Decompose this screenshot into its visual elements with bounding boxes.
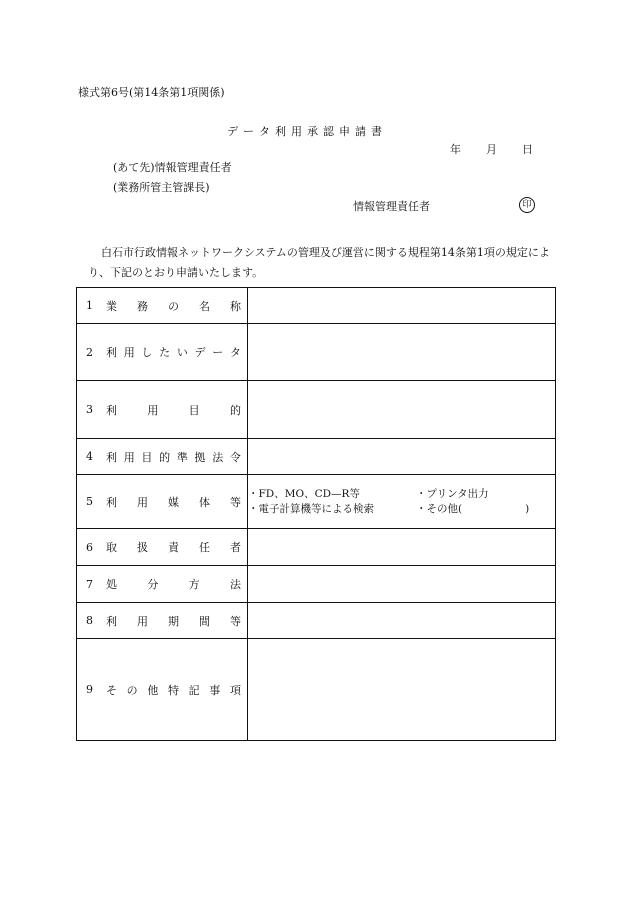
media-options [248, 475, 556, 529]
row-label-text [106, 682, 241, 698]
label-char: 目 [141, 450, 153, 464]
label-char: 用 [147, 403, 159, 417]
label-char: 分 [147, 578, 159, 591]
row-label [77, 475, 248, 529]
label-char: 名 [199, 299, 210, 313]
label-char: 事 [209, 683, 221, 697]
label-char: 用 [123, 450, 135, 464]
row-label-text [106, 539, 241, 555]
label-char: 拠 [194, 450, 206, 464]
row-label-text [106, 613, 241, 629]
label-char: 媒 [168, 495, 179, 509]
row-label [77, 288, 248, 324]
media-option-search[interactable]: ・電子計算機等による検索 [248, 502, 374, 515]
row-label [77, 566, 248, 603]
label-char: 記 [188, 683, 200, 697]
table-row [77, 639, 556, 741]
date-month: 月 [486, 143, 497, 156]
label-char: 用 [123, 346, 135, 359]
row-label-text [106, 494, 241, 510]
label-char: 等 [230, 614, 241, 628]
label-char: 業 [106, 299, 117, 313]
label-char: 扱 [137, 541, 148, 554]
label-char: 用 [137, 495, 148, 509]
label-char: タ [229, 346, 241, 359]
row-number: 4 [86, 450, 93, 463]
addressee-line-1: (あて先)情報管理責任者 [113, 161, 232, 174]
row-label [77, 603, 248, 639]
purpose-field[interactable] [248, 381, 556, 439]
row-number: 8 [86, 614, 93, 627]
label-char: 期 [168, 614, 179, 628]
table-row [77, 603, 556, 639]
business-name-field[interactable] [248, 288, 556, 324]
row-number: 2 [86, 345, 93, 359]
label-char: 利 [106, 403, 117, 417]
special-notes-field[interactable] [248, 639, 556, 741]
label-char: た [159, 346, 171, 359]
row-label [77, 639, 248, 741]
label-char: 処 [106, 578, 117, 591]
row-label-text [106, 344, 241, 360]
disposal-method-field[interactable] [248, 566, 556, 603]
table-row [77, 324, 556, 381]
intro-paragraph: 白石市行政情報ネットワークシステムの管理及び運営に関する規程第14条第1項の規定により、下記のとおり申請いたします。 [88, 246, 550, 279]
label-char: 他 [147, 683, 159, 697]
applicant-label: 情報管理責任者 [353, 200, 430, 213]
form-code: 様式第6号(第14条第1項関係) [78, 86, 225, 99]
row-label-text [106, 298, 241, 314]
row-label [77, 529, 248, 566]
table-row [77, 475, 556, 529]
table-row [77, 288, 556, 324]
label-char: 準 [176, 450, 188, 464]
row-number: 9 [86, 683, 93, 696]
usage-period-field[interactable] [248, 603, 556, 639]
label-char: 項 [229, 683, 241, 697]
label-char: 用 [137, 614, 148, 628]
legal-basis-field[interactable] [248, 439, 556, 475]
label-char: 者 [230, 541, 241, 554]
date-year: 年 [450, 143, 461, 156]
label-char: 利 [106, 614, 117, 628]
label-char: 取 [106, 541, 117, 554]
row-label [77, 439, 248, 475]
label-char: い [176, 346, 188, 359]
addressee-line-2: (業務所管主管課長) [113, 181, 210, 194]
row-label-text [106, 576, 241, 592]
label-char: 等 [230, 495, 241, 509]
requested-data-field[interactable] [248, 324, 556, 381]
label-char: の [168, 299, 179, 313]
label-char: 方 [188, 578, 200, 591]
row-label-text [106, 402, 241, 418]
label-char: し [141, 346, 153, 359]
label-char: 目 [188, 403, 200, 417]
label-char: 的 [229, 403, 241, 417]
label-char: 法 [229, 578, 241, 591]
label-char: デ [194, 346, 206, 359]
label-char: 利 [106, 495, 117, 509]
label-char: 体 [199, 495, 210, 509]
label-char: 間 [199, 614, 210, 628]
label-char: 特 [167, 683, 179, 697]
media-option-printer[interactable]: ・プリンタ出力 [416, 487, 489, 500]
label-char: 利 [106, 346, 117, 359]
label-char: ー [212, 346, 224, 359]
table-row [77, 529, 556, 566]
media-option-fd[interactable]: ・FD、MO、CD—R等 [248, 487, 360, 500]
label-char: の [126, 683, 138, 697]
label-char: 務 [137, 299, 148, 313]
responsible-person-field[interactable] [248, 529, 556, 566]
row-number: 6 [86, 540, 93, 554]
label-char: 任 [199, 541, 210, 554]
label-char: 責 [168, 541, 179, 554]
row-label [77, 324, 248, 381]
date-day: 日 [522, 143, 533, 156]
label-char: 法 [212, 450, 224, 464]
row-number: 5 [86, 495, 93, 508]
row-label [77, 381, 248, 439]
row-number: 7 [86, 577, 93, 591]
seal-mark: 印 [519, 197, 535, 213]
document-title: データ利用承認申請書 [227, 125, 387, 138]
row-label-text [106, 449, 241, 465]
table-row [77, 381, 556, 439]
label-char: 的 [159, 450, 171, 464]
label-char: 称 [230, 299, 241, 313]
application-form-table [76, 287, 556, 741]
label-char: そ [106, 683, 117, 697]
label-char: 利 [106, 450, 117, 464]
row-number: 3 [86, 403, 93, 416]
label-char: 令 [229, 450, 241, 464]
table-row [77, 566, 556, 603]
table-row [77, 439, 556, 475]
date-line [450, 141, 533, 157]
media-option-other[interactable]: ・その他( ) [416, 502, 530, 515]
row-number: 1 [86, 299, 93, 312]
